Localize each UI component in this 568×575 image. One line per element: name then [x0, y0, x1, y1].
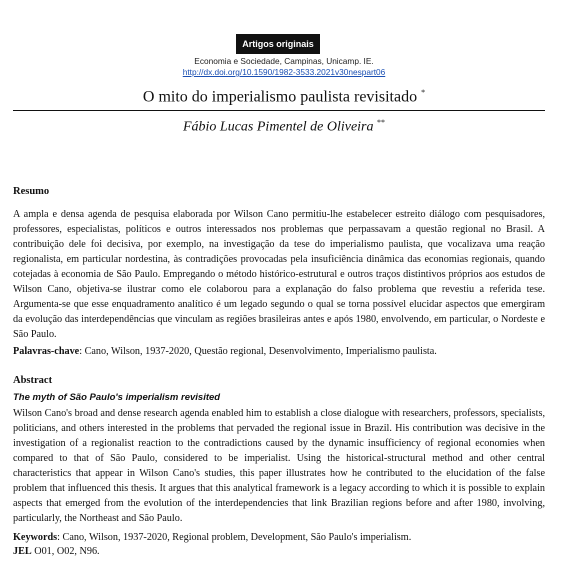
- resumo-heading: Resumo: [13, 186, 50, 197]
- doi-link[interactable]: http://dx.doi.org/10.1590/1982-3533.2021v30nespart06: [182, 67, 386, 77]
- abstract-english-title: The myth of São Paulo's imperialism revisited: [13, 392, 221, 403]
- jel-label: JEL: [13, 546, 32, 557]
- palavras-chave-label: Palavras-chave: [13, 346, 80, 357]
- title-footnote-mark[interactable]: *: [421, 88, 426, 97]
- resumo-paragraph: A ampla e densa agenda de pesquisa elaborada por Wilson Cano permitiu-lhe estabelecer estreito diálogo com pesquisadores, professores, especialistas, políticos e outros interessados nos problemas que perpassavam a questão regional no Brasil. A contribuição dele foi decisiva, por exemplo, na investigação da tese do imperialismo paulista, que vocalizava uma reação regionalista, em particular nordestina, às contradições provocadas pela insuficiência dinâmica das economias regionais, quando cotejadas à economia de São Paulo. Empregando o método histórico-estrutural e outros traços distintivos próprios aos estudos de Wilson Cano, objetiva-se ilustrar como ele colaborou para a explanação do falso problema que revestiu a referida tese. Argumenta-se que esse enquadramento analítico é um legado segundo o qual se torna possível elucidar aspectos que emergiram da evolução das interdependências que vinculam as regiões brasileiras antes e após 1980, envolvendo, em particular, o Nordeste e São Paulo.: [13, 209, 545, 340]
- abstract-heading: Abstract: [13, 375, 53, 386]
- jel-codes: O01, O02, N96.: [31, 546, 100, 557]
- journal-citation: Economia e Sociedade, Campinas, Unicamp. IE.: [194, 56, 374, 66]
- jel-line: [13, 546, 553, 557]
- section-badge: Artigos originais: [236, 34, 320, 54]
- title-divider: [13, 110, 545, 111]
- keywords-line: [13, 532, 553, 543]
- keywords-label: Keywords: [13, 532, 58, 543]
- palavras-chave-line: [13, 346, 553, 357]
- author-name-text: Fábio Lucas Pimentel de Oliveira: [182, 119, 374, 135]
- palavras-chave-values: : Cano, Wilson, 1937-2020, Questão regional, Desenvolvimento, Imperialismo paulista.: [79, 346, 437, 357]
- author-name: [0, 118, 568, 136]
- abstract-paragraph: Wilson Cano's broad and dense research agenda enabled him to establish a close dialogue with researchers, professors, specialists, politicians, and others interested in the problems that pervaded the regional issue in Brazil. His contribution was decisive in the investigation of a regionalist reaction to the contradictions caused by the dynamic insufficiency of regional economies when compared to that of São Paulo, considered to be imperialist. Using the historical-structural method and other central characteristics that appear in Wilson Cano's studies, this paper illustrates how he contributed to the elucidation of the false problem that influenced this thesis. It argues that this analytical framework is a legacy according to which it is possible to explain aspects that emerged from the evolution of the interdependencies that link Brazilian regions before and after 1980, involving, particularly, the Northeast and São Paulo.: [13, 408, 545, 524]
- author-footnote-mark[interactable]: **: [377, 118, 386, 127]
- keywords-values: : Cano, Wilson, 1937-2020, Regional problem, Development, São Paulo's imperialism.: [57, 532, 412, 543]
- article-title: [0, 88, 568, 106]
- article-title-text: O mito do imperialismo paulista revisitado: [142, 88, 418, 106]
